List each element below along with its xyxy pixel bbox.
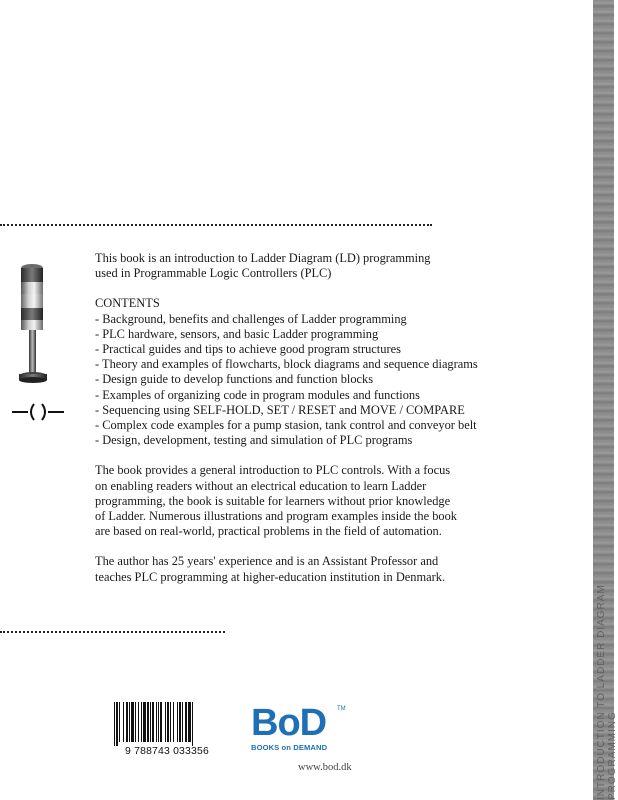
list-item: - Complex code examples for a pump stasion, tank control and conveyor belt (95, 418, 477, 433)
barcode-bar (126, 702, 128, 742)
barcode-bar (192, 702, 193, 746)
barcode-bar (179, 702, 181, 742)
description-paragraph (95, 463, 515, 539)
list-item: - PLC hardware, sensors, and basic Ladder programming (95, 326, 379, 341)
list-item: - Design, development, testing and simulation of PLC programs (95, 433, 413, 448)
description-line: The book provides a general introduction to PLC controls. With a focus (95, 463, 451, 478)
barcode-bar (143, 702, 146, 742)
barcode-bar (173, 702, 174, 742)
barcode-bar (182, 702, 183, 742)
barcode-bar (150, 702, 151, 742)
barcode-bar (170, 702, 171, 742)
list-item: - Theory and examples of flowcharts, block diagrams and sequence diagrams (95, 357, 478, 372)
author-line: teaches PLC programming at higher-education institution in Denmark. (95, 569, 446, 584)
author-line: The author has 25 years' experience and is an Assistant Professor and (95, 554, 439, 569)
signal-tower-icon (16, 262, 56, 392)
bottom-dotted-divider (0, 631, 225, 633)
spine-text: INTRODUCTION TO LADDER DIAGRAM PROGRAMMING (596, 584, 618, 800)
barcode-bar (138, 702, 139, 742)
barcode-bar (135, 702, 136, 742)
list-item: - Examples of organizing code in program modules and functions (95, 387, 420, 402)
barcode-bar (123, 702, 124, 742)
description-line: are based on real-world, practical problems in the field of automation. (95, 524, 442, 539)
barcode-bar (131, 702, 134, 742)
intro-line: This book is an introduction to Ladder Diagram (LD) programming (95, 251, 431, 265)
barcode-bars (114, 702, 220, 746)
description-line: of Ladder. Numerous illustrations and program examples inside the book (95, 509, 458, 524)
barcode-bar (114, 702, 115, 746)
barcode-bar (160, 702, 162, 742)
list-item: - Sequencing using SELF-HOLD, SET / RESET and MOVE / COMPARE (95, 402, 465, 417)
top-dotted-divider (0, 224, 432, 226)
description-line: on enabling readers without an electrical education to learn Ladder (95, 478, 427, 493)
ladder-coil-icon (12, 403, 64, 421)
barcode-bar (141, 702, 142, 742)
barcode-bar (119, 702, 120, 742)
spine-strip (593, 0, 618, 800)
author-paragraph (95, 554, 515, 584)
description-line: programming, the book is suitable for learners without prior knowledge (95, 493, 451, 508)
publisher-logo (251, 704, 351, 756)
barcode-bar (185, 702, 187, 742)
bod-logo-mark: BoD (251, 702, 327, 744)
publisher-website[interactable]: www.bod.dk (298, 762, 352, 773)
publisher-tagline: BOOKS on DEMAND (251, 743, 328, 752)
barcode-digits: 9 788743 033356 (125, 746, 209, 757)
intro-line: used in Programmable Logic Controllers (PLC) (95, 266, 332, 281)
list-item: - Practical guides and tips to achieve good program structures (95, 342, 401, 357)
trademark-mark: TM (337, 706, 346, 712)
barcode-bar (158, 702, 159, 742)
barcode-bar (188, 702, 191, 742)
barcode-bar (147, 702, 149, 742)
barcode-bar (156, 702, 157, 742)
barcode-bar (177, 702, 178, 742)
back-cover-text (95, 251, 515, 585)
contents-list (95, 312, 515, 449)
barcode-bar (165, 702, 166, 742)
isbn-barcode (108, 700, 226, 762)
contents-heading: CONTENTS (95, 296, 160, 311)
intro-paragraph (95, 251, 515, 281)
barcode-bar (116, 702, 118, 746)
barcode-bar (167, 702, 169, 742)
list-item: - Design guide to develop functions and function blocks (95, 372, 374, 387)
barcode-bar (152, 702, 154, 742)
list-item: - Background, benefits and challenges of Ladder programming (95, 311, 407, 326)
barcode-bar (129, 702, 130, 742)
